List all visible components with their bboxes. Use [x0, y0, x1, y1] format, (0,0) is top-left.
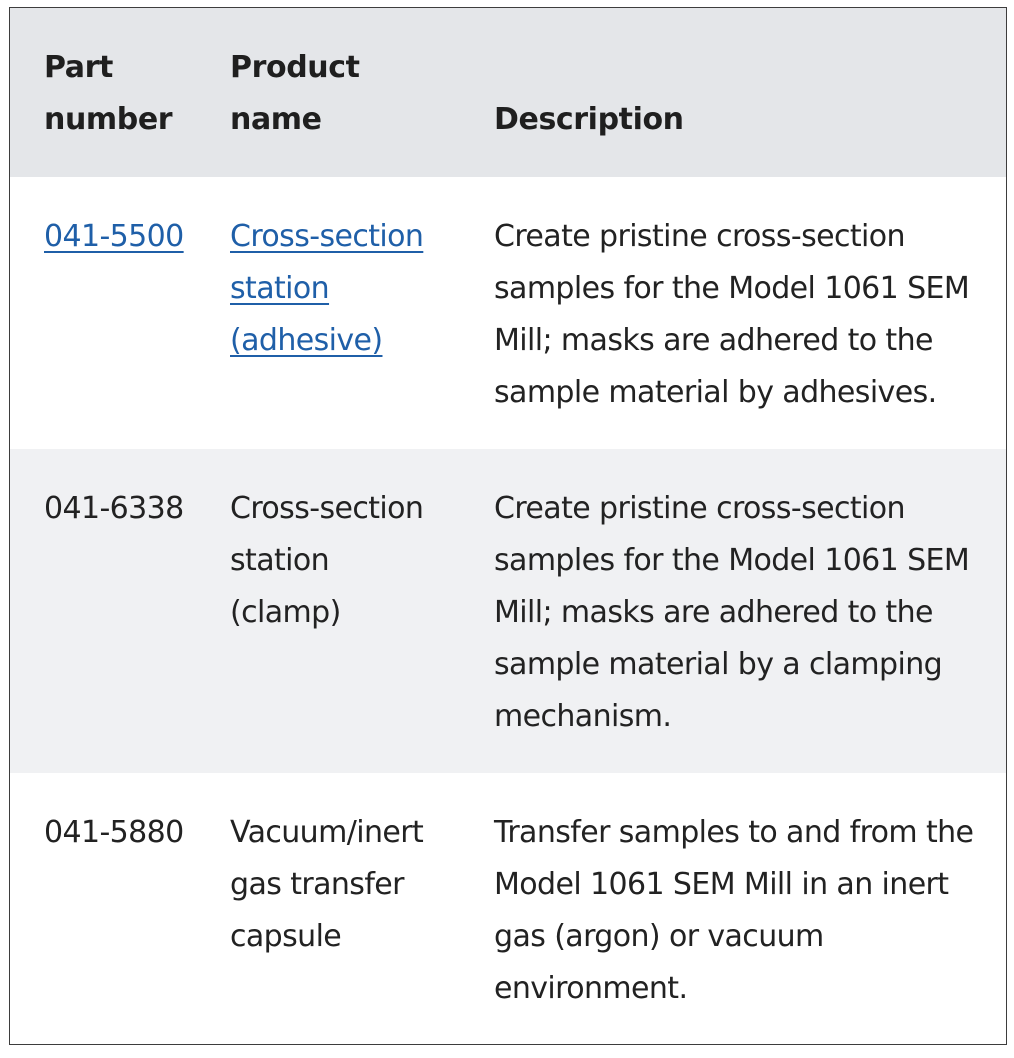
part-number-cell	[44, 211, 204, 263]
header-description: Description	[494, 102, 684, 137]
product-name-cell: Cross-section station (clamp)	[230, 491, 424, 630]
table-row	[10, 177, 1006, 449]
part-number-cell: 041-5880	[44, 815, 184, 850]
description-cell: Create pristine cross-section samples for the Model 1061 SEM Mill; masks are adhered to the sample material by adhesives.	[494, 219, 970, 410]
table-row	[10, 773, 1006, 1045]
description-cell: Transfer samples to and from the Model 1061 SEM Mill in an inert gas (argon) or vacuum environment.	[494, 815, 974, 1006]
product-table	[9, 7, 1007, 1045]
description-cell: Create pristine cross-section samples for the Model 1061 SEM Mill; masks are adhered to the sample material by a clamping mechanism.	[494, 491, 970, 734]
part-number-cell: 041-6338	[44, 491, 184, 526]
product-name-cell: Vacuum/inert gas transfer capsule	[230, 815, 424, 954]
table-row	[10, 449, 1006, 773]
table-header-row	[10, 8, 1006, 177]
header-product-name: Product name	[230, 50, 360, 137]
header-part-number: Part number	[44, 50, 173, 137]
product-name-link[interactable]: Cross-section station (adhesive)	[230, 219, 424, 358]
product-name-cell	[230, 211, 445, 367]
part-number-link[interactable]: 041-5500	[44, 219, 184, 254]
